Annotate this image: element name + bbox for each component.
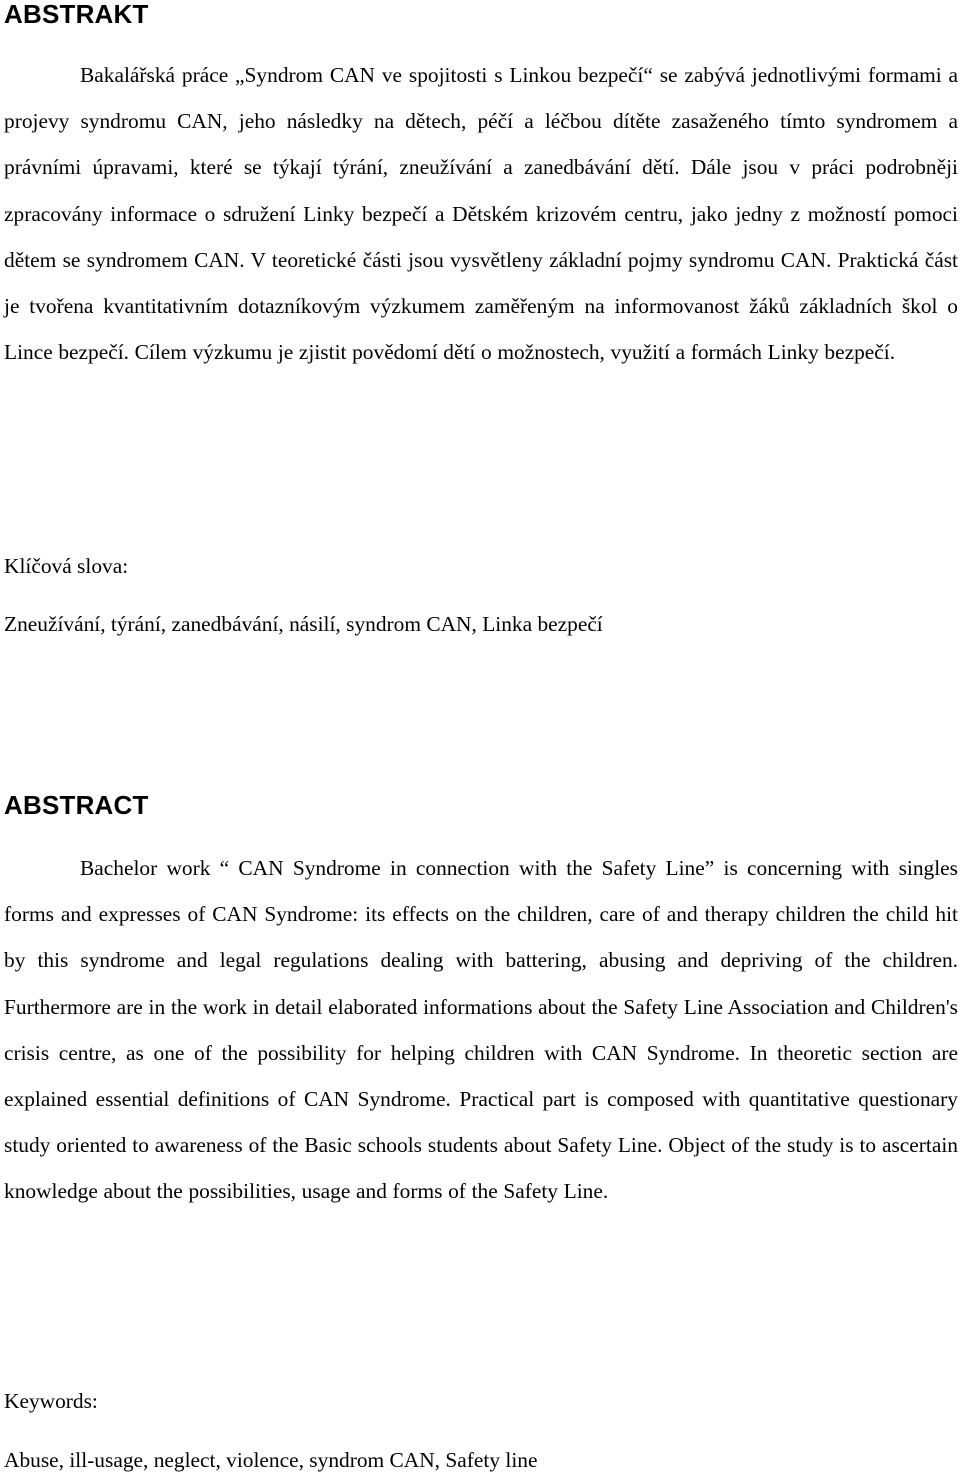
- czech-keywords-list: Zneužívání, týrání, zanedbávání, násilí, syndrom CAN, Linka bezpečí: [4, 612, 603, 636]
- english-abstract-heading: ABSTRACT: [4, 790, 149, 820]
- czech-abstract-heading: ABSTRAKT: [4, 0, 149, 29]
- czech-abstract-body: Bakalářská práce „Syndrom CAN ve spojitosti s Linkou bezpečí“ se zabývá jednotlivými formami a projevy syndromu CAN, jeho následky na dětech, péčí a léčbou dítěte zasaženého tímto syndromem a právními úpravami, které se týkají týrání, zneužívání a zanedbávání dětí. Dále jsou v práci podrobněji zpracovány informace o sdružení Linky bezpečí a Dětském krizovém centru, jako jedny z možností pomoci dětem se syndromem CAN. V teoretické části jsou vysvětleny základní pojmy syndromu CAN. Praktická část je tvořena kvantitativním dotazníkovým výzkumem zaměřeným na informovanost žáků základních škol o Lince bezpečí. Cílem výzkumu je zjistit povědomí dětí o možnostech, využití a formách Linky bezpečí.: [4, 63, 958, 365]
- english-abstract-body: Bachelor work “ CAN Syndrome in connection with the Safety Line” is concerning with singles forms and expresses of CAN Syndrome: its effects on the children, care of and therapy children the child hit by this syndrome and legal regulations dealing with battering, abusing and depriving of the children. Furthermore are in the work in detail elaborated informations about the Safety Line Association and Children's crisis centre, as one of the possibility for helping children with CAN Syndrome. In theoretic section are explained essential definitions of CAN Syndrome. Practical part is composed with quantitative questionary study oriented to awareness of the Basic schools students about Safety Line. Object of the study is to ascertain knowledge about the possibilities, usage and forms of the Safety Line.: [4, 856, 958, 1204]
- english-keywords-list: Abuse, ill-usage, neglect, violence, syndrom CAN, Safety line: [4, 1448, 538, 1472]
- czech-keywords-label: Klíčová slova:: [4, 554, 129, 578]
- english-keywords-label: Keywords:: [4, 1389, 98, 1413]
